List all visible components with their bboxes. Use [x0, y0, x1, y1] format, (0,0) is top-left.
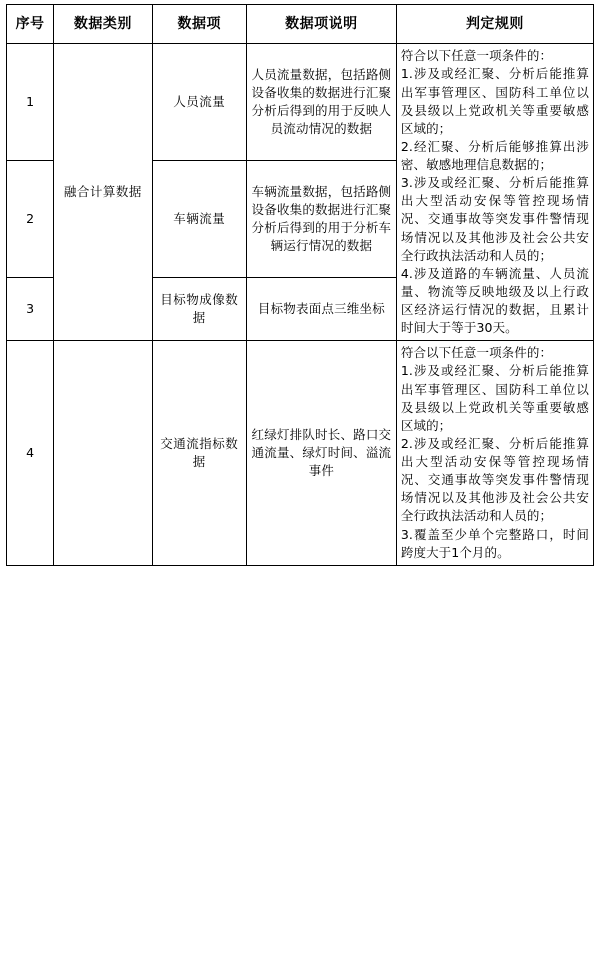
rule-line: 2.经汇聚、分析后能够推算出涉密、敏感地理信息数据的； [400, 138, 589, 173]
cell-desc-2: 车辆流量数据，包括路侧设备收集的数据进行汇聚分析后得到的用于分析车辆运行情况的数据 [246, 161, 396, 278]
rule-line: 符合以下任意一项条件的： [400, 48, 553, 64]
rule-line: 1.涉及或经汇聚、分析后能推算出军事管理区、国防科工单位以及县级以上党政机关等重要敏感区域的； [400, 66, 589, 136]
rule-line: 3.涉及或经汇聚、分析后能推算出大型活动安保等管控现场情况、交通事故等突发事件警情现场情况以及其他涉及社会公共安全行政执法活动和人员的； [400, 175, 589, 263]
cell-category-4 [54, 341, 153, 566]
cell-desc-3: 目标物表面点三维坐标 [246, 277, 396, 341]
rule-line: 3.覆盖至少单个完整路口，时间跨度大于1个月的。 [400, 526, 589, 560]
cell-index-2: 2 [7, 161, 54, 278]
rule-line: 符合以下任意一项条件的： [400, 345, 553, 361]
cell-index-1: 1 [7, 44, 54, 161]
table-row [7, 341, 594, 566]
cell-item-2: 车辆流量 [152, 161, 246, 278]
table-header-row [7, 5, 594, 44]
cell-rule-4 [396, 341, 593, 566]
cell-category-merged: 融合计算数据 [54, 44, 153, 341]
header-item: 数据项 [152, 5, 246, 44]
cell-desc-4: 红绿灯排队时长、路口交通流量、绿灯时间、溢流事件 [246, 341, 396, 566]
cell-item-3: 目标物成像数据 [152, 277, 246, 341]
header-category: 数据类别 [54, 5, 153, 44]
cell-item-1: 人员流量 [152, 44, 246, 161]
rule-line: 4.涉及道路的车辆流量、人员流量、物流等反映地级及以上行政区经济运行情况的数据，且累计时间大于等于30天。 [400, 265, 589, 336]
cell-index-3: 3 [7, 277, 54, 341]
document-page [0, 4, 600, 972]
cell-index-4: 4 [7, 341, 54, 566]
table-row [7, 44, 594, 161]
header-rule: 判定规则 [396, 5, 593, 44]
rule-line: 2.涉及或经汇聚、分析后能推算出大型活动安保等管控现场情况、交通事故等突发事件警情现场情况以及其他涉及社会公共安全行政执法活动和人员的； [400, 435, 589, 524]
header-index: 序号 [7, 5, 54, 44]
rule-line: 1.涉及或经汇聚、分析后能推算出军事管理区、国防科工单位以及县级以上党政机关等重要敏感区域的； [400, 363, 589, 433]
header-desc: 数据项说明 [246, 5, 396, 44]
cell-desc-1: 人员流量数据，包括路侧设备收集的数据进行汇聚分析后得到的用于反映人员流动情况的数据 [246, 44, 396, 161]
cell-item-4: 交通流指标数据 [152, 341, 246, 566]
cell-rule-merged-1-3 [396, 44, 593, 341]
data-classification-table [6, 4, 594, 566]
